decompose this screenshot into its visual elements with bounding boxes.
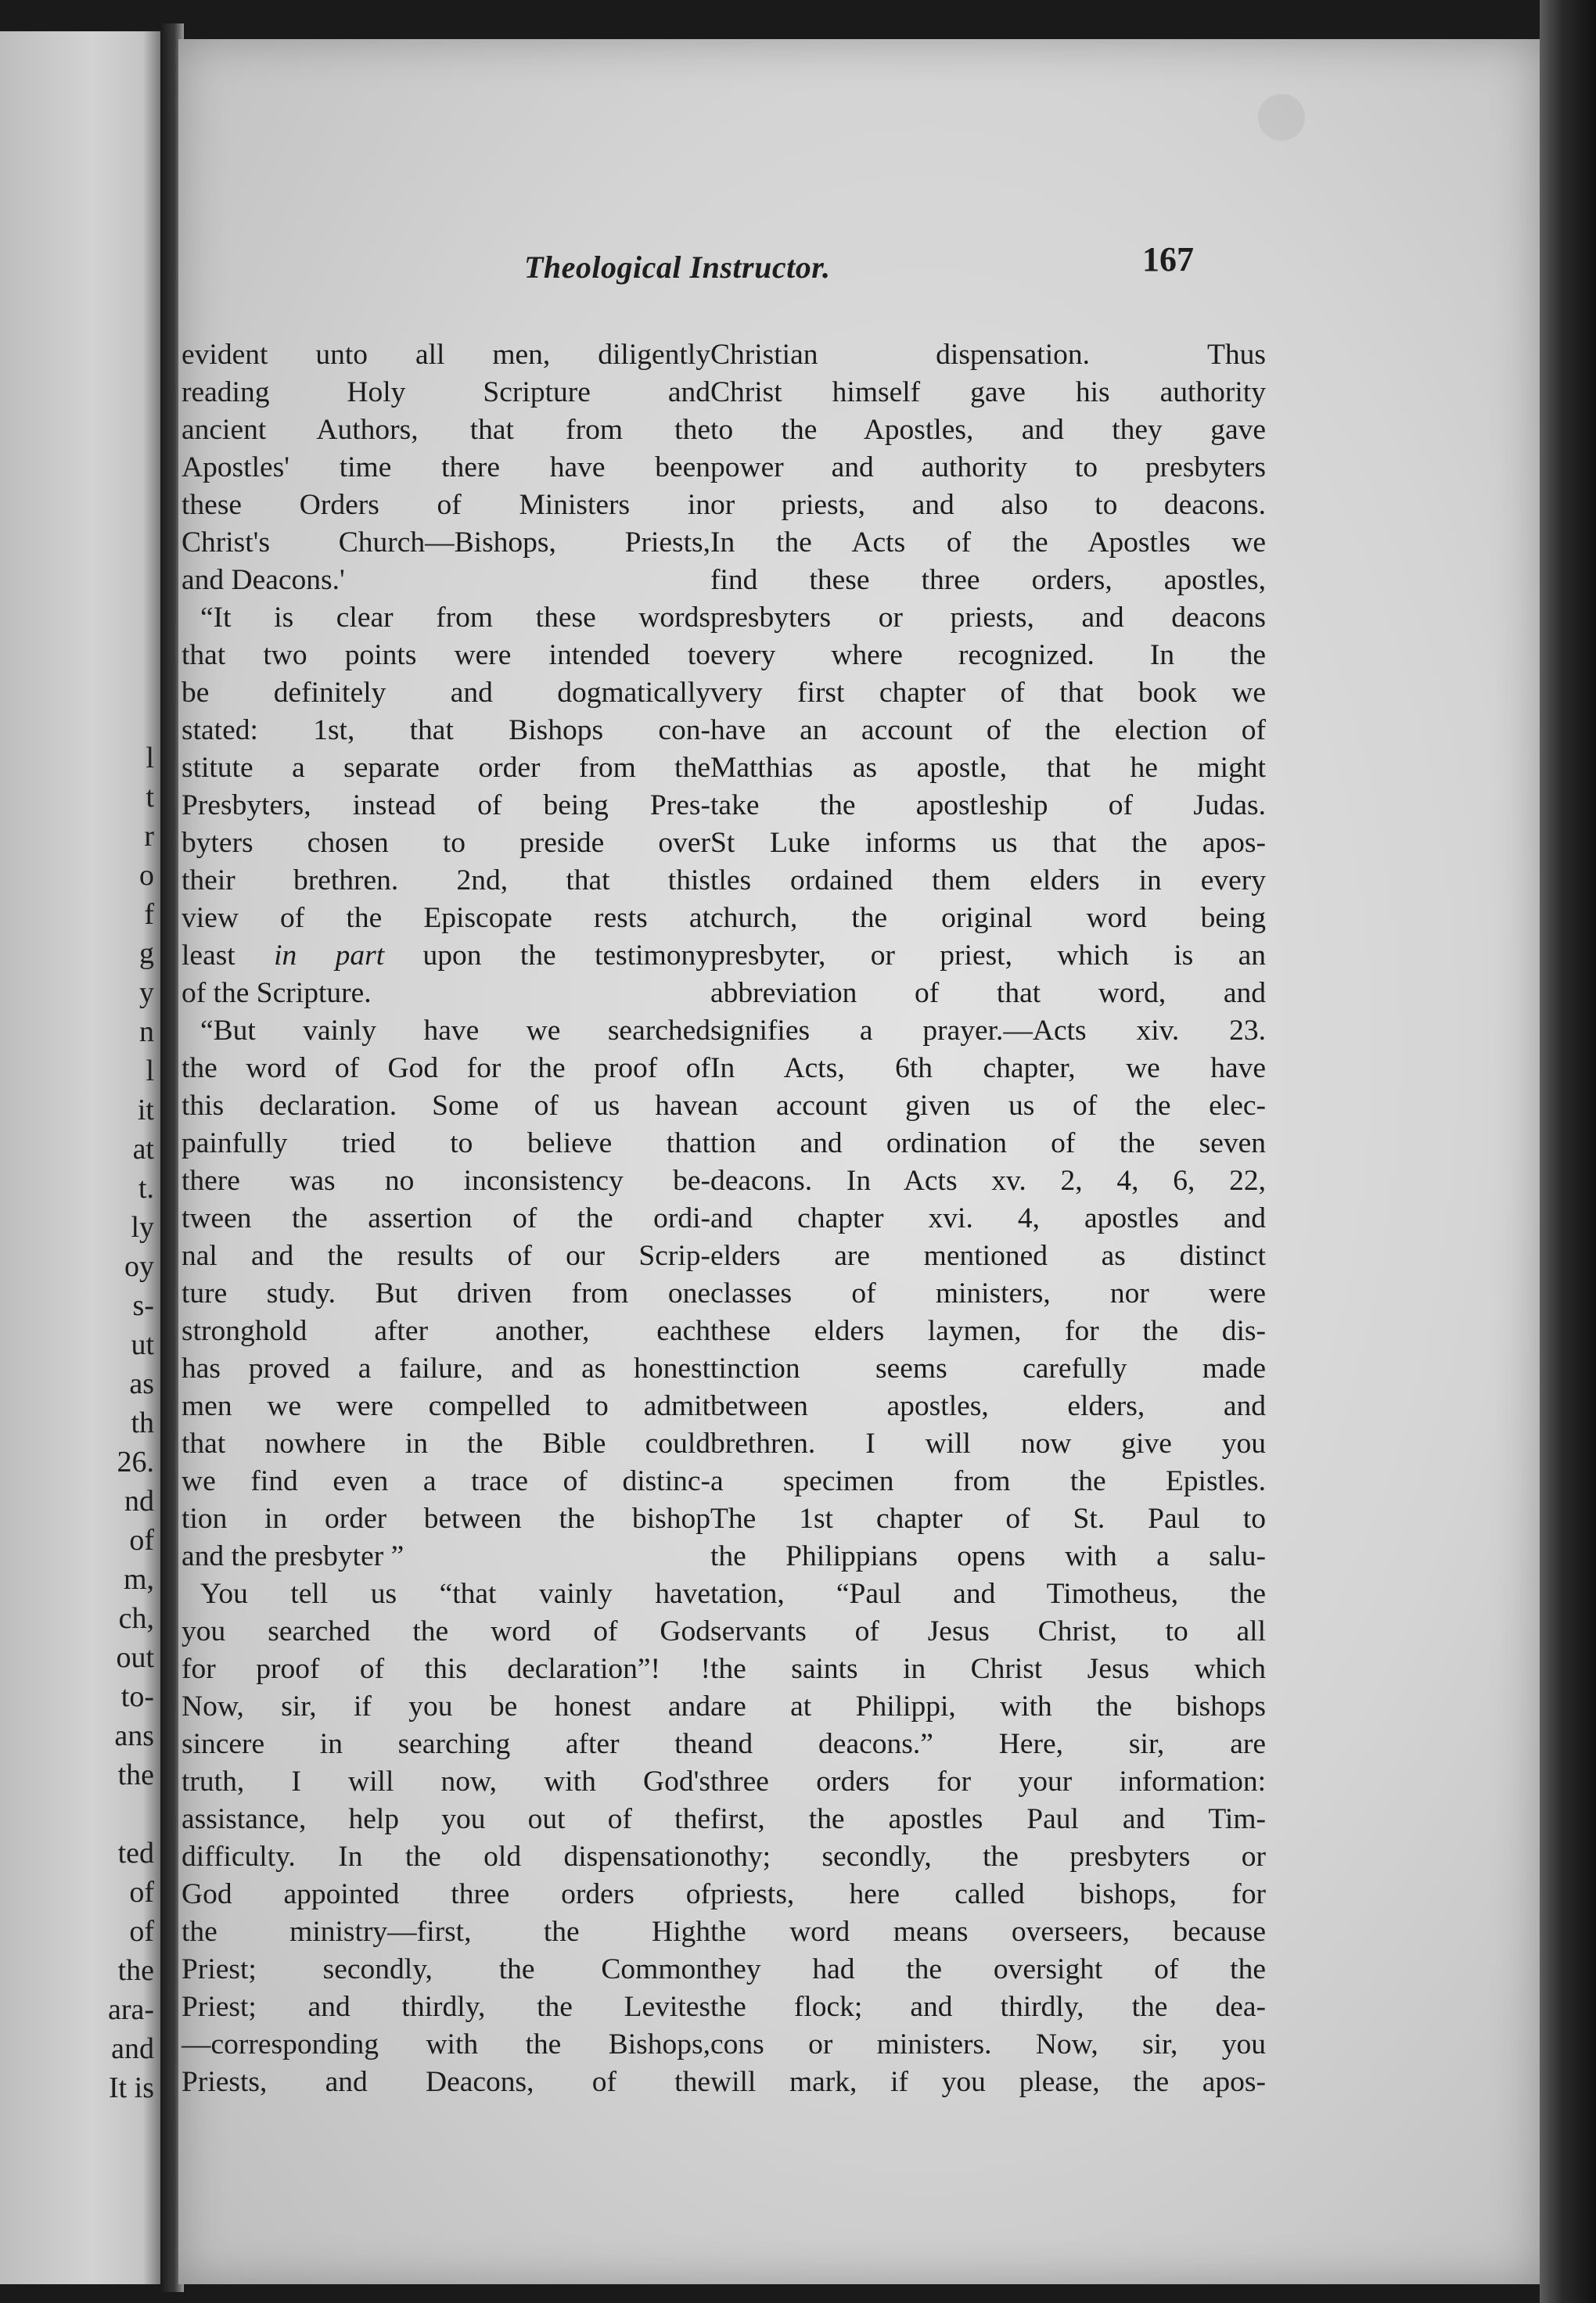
text-line: an account given us of the elec- xyxy=(710,1090,1266,1122)
text-line: cons or ministers. Now, sir, you xyxy=(710,2028,1266,2060)
facing-page-fragment: r xyxy=(144,820,154,853)
text-line: In Acts, 6th chapter, we have xyxy=(710,1052,1266,1084)
text-line: Priest; and thirdly, the Levites xyxy=(182,1991,710,2023)
text-line: be definitely and dogmatically xyxy=(182,677,710,709)
text-line: of the Scripture. xyxy=(182,977,372,1009)
facing-page-fragment: f xyxy=(144,898,154,931)
text-line: truth, I will now, with God's xyxy=(182,1766,710,1798)
text-line: signifies a prayer.—Acts xiv. 23. xyxy=(710,1015,1266,1047)
text-line: a specimen from the Epistles. xyxy=(710,1465,1266,1497)
text-line: God appointed three orders of xyxy=(182,1878,710,1910)
text-line: classes of ministers, nor were xyxy=(710,1277,1266,1310)
text-line: In the Acts of the Apostles we xyxy=(710,526,1266,559)
text-line: Christ's Church—Bishops, Priests, xyxy=(182,526,710,559)
text-line: reading Holy Scripture and xyxy=(182,376,710,408)
text-line: Priest; secondly, the Common xyxy=(182,1953,710,1985)
facing-page-fragment: ans xyxy=(114,1719,154,1752)
facing-page-fragment: out xyxy=(116,1641,154,1674)
facing-page-fragment: and xyxy=(111,2032,154,2065)
facing-page-fragment: it xyxy=(137,1094,154,1126)
text-line: and chapter xvi. 4, apostles and xyxy=(710,1202,1266,1234)
text-line: priests, here called bishops, for xyxy=(710,1878,1266,1910)
text-line: and the presbyter ” xyxy=(182,1540,404,1572)
facing-page-fragment: 26. xyxy=(117,1446,154,1478)
text-line: three orders for your information: xyxy=(710,1766,1266,1798)
text-line: abbreviation of that word, and xyxy=(710,977,1266,1009)
text-line: their brethren. 2nd, that this xyxy=(182,864,710,896)
text-line: every where recognized. In the xyxy=(710,639,1266,671)
text-line: You tell us “that vainly have xyxy=(200,1578,710,1610)
text-line: deacons. In Acts xv. 2, 4, 6, 22, xyxy=(710,1165,1266,1197)
text-line: the ministry—first, the High xyxy=(182,1916,710,1948)
facing-page-fragment: m, xyxy=(123,1563,154,1596)
text-line: view of the Episcopate rests at xyxy=(182,902,710,934)
text-line: evident unto all men, diligently xyxy=(182,339,710,371)
text-line: and Deacons.' xyxy=(182,564,345,596)
right-text-column xyxy=(710,336,1266,2101)
facing-page-fragment: s- xyxy=(132,1289,154,1322)
facing-page-fragment: n xyxy=(139,1015,154,1048)
facing-page-fragment: th xyxy=(131,1407,154,1439)
text-line: will mark, if you please, the apos- xyxy=(710,2066,1266,2098)
page-number: 167 xyxy=(1142,240,1194,278)
text-line: Christ himself gave his authority xyxy=(710,376,1266,408)
facing-page-fragment: of xyxy=(129,1915,154,1948)
text-line: the word means overseers, because xyxy=(710,1916,1266,1948)
text-line: painfully tried to believe that xyxy=(182,1127,710,1159)
text-line: are at Philippi, with the bishops xyxy=(710,1690,1266,1723)
facing-page-fragment: as xyxy=(129,1367,154,1400)
facing-page-fragment: of xyxy=(129,1524,154,1557)
text-line: the flock; and thirdly, the dea- xyxy=(710,1991,1266,2023)
text-line: take the apostleship of Judas. xyxy=(710,789,1266,821)
facing-page-fragment: o xyxy=(139,859,154,892)
text-line: nal and the results of our Scrip- xyxy=(182,1240,710,1272)
facing-page-fragment: of xyxy=(129,1876,154,1909)
text-line: elders are mentioned as distinct xyxy=(710,1240,1266,1272)
text-line: to the Apostles, and they gave xyxy=(710,414,1266,446)
facing-page-fragment: g xyxy=(139,937,154,970)
text-line: find these three orders, apostles, xyxy=(710,564,1266,596)
text-line: tion and ordination of the seven xyxy=(710,1127,1266,1159)
text-line: Presbyters, instead of being Pres- xyxy=(182,789,710,821)
text-line: these Orders of Ministers in xyxy=(182,489,710,521)
page-edge-shadow xyxy=(1540,0,1596,2303)
facing-page-fragment: y xyxy=(139,976,154,1009)
text-line: The 1st chapter of St. Paul to xyxy=(710,1503,1266,1535)
text-line: power and authority to presbyters xyxy=(710,451,1266,483)
facing-page-fragment: ted xyxy=(117,1837,154,1870)
text-line: and deacons.” Here, sir, are xyxy=(710,1728,1266,1760)
text-line: stronghold after another, each xyxy=(182,1315,710,1347)
text-line: ancient Authors, that from the xyxy=(182,414,710,446)
text-line: the word of God for the proof of xyxy=(182,1052,710,1084)
text-line: men we were compelled to admit xyxy=(182,1390,710,1422)
text-line: Christian dispensation. Thus xyxy=(710,339,1266,371)
facing-page-fragment: ly xyxy=(131,1211,154,1244)
text-line: this declaration. Some of us have xyxy=(182,1090,710,1122)
text-line: the Philippians opens with a salu- xyxy=(710,1540,1266,1572)
text-line: Apostles' time there have been xyxy=(182,451,710,483)
running-header-title: Theological Instructor. xyxy=(524,250,831,285)
facing-page-fragment: nd xyxy=(124,1485,154,1518)
text-line: Matthias as apostle, that he might xyxy=(710,752,1266,784)
text-line: the saints in Christ Jesus which xyxy=(710,1653,1266,1685)
text-line: tles ordained them elders in every xyxy=(710,864,1266,896)
text-line: first, the apostles Paul and Tim- xyxy=(710,1803,1266,1835)
text-line: tation, “Paul and Timotheus, the xyxy=(710,1578,1266,1610)
text-line: Now, sir, if you be honest and xyxy=(182,1690,710,1723)
text-line: tinction seems carefully made xyxy=(710,1353,1266,1385)
left-text-column xyxy=(182,336,710,2101)
text-line: servants of Jesus Christ, to all xyxy=(710,1615,1266,1647)
text-line: we find even a trace of distinc- xyxy=(182,1465,710,1497)
facing-page-fragment: l xyxy=(146,1054,154,1087)
text-line: stated: 1st, that Bishops con- xyxy=(182,714,710,746)
facing-page xyxy=(0,31,168,2284)
text-line: brethren. I will now give you xyxy=(710,1428,1266,1460)
text-line: byters chosen to preside over xyxy=(182,827,710,859)
facing-page-fragment: ch, xyxy=(118,1602,154,1635)
facing-page-fragment: oy xyxy=(124,1250,154,1283)
text-line: sincere in searching after the xyxy=(182,1728,710,1760)
facing-page-fragment: l xyxy=(146,742,154,774)
text-line: difficulty. In the old dispensation xyxy=(182,1841,710,1873)
text-line: for proof of this declaration”! ! xyxy=(182,1653,710,1685)
text-line: ture study. But driven from one xyxy=(182,1277,710,1310)
text-line: that nowhere in the Bible could xyxy=(182,1428,710,1460)
facing-page-text-fragments xyxy=(60,31,154,2284)
text-line: presbyters or priests, and deacons xyxy=(710,602,1266,634)
text-line: St Luke informs us that the apos- xyxy=(710,827,1266,859)
text-line: Priests, and Deacons, of the xyxy=(182,2066,710,2098)
text-line: assistance, help you out of the xyxy=(182,1803,710,1835)
text-line: have an account of the election of xyxy=(710,714,1266,746)
text-line: —corresponding with the Bishops, xyxy=(182,2028,710,2060)
text-line: presbyter, or priest, which is an xyxy=(710,940,1266,972)
text-line: “It is clear from these words xyxy=(200,602,710,634)
facing-page-fragment: to- xyxy=(120,1680,154,1713)
text-line: church, the original word being xyxy=(710,902,1266,934)
text-line: least in part upon the testimony xyxy=(182,940,710,972)
facing-page-fragment: the xyxy=(117,1759,154,1791)
facing-page-fragment: t xyxy=(146,781,154,814)
facing-page-fragment: the xyxy=(117,1954,154,1987)
text-line: “But vainly have we searched xyxy=(200,1015,710,1047)
text-line: between apostles, elders, and xyxy=(710,1390,1266,1422)
text-line: that two points were intended to xyxy=(182,639,710,671)
facing-page-fragment: ut xyxy=(131,1328,154,1361)
text-line: they had the oversight of the xyxy=(710,1953,1266,1985)
text-line: or priests, and also to deacons. xyxy=(710,489,1266,521)
page-stain xyxy=(1258,94,1305,141)
text-line: stitute a separate order from the xyxy=(182,752,710,784)
facing-page-fragment: It is xyxy=(108,2071,154,2104)
facing-page-fragment: t. xyxy=(138,1172,154,1205)
text-line: tween the assertion of the ordi- xyxy=(182,1202,710,1234)
text-line: has proved a failure, and as honest xyxy=(182,1353,710,1385)
text-line: othy; secondly, the presbyters or xyxy=(710,1841,1266,1873)
facing-page-fragment: ara- xyxy=(107,1993,154,2026)
text-line: tion in order between the bishop xyxy=(182,1503,710,1535)
text-line: you searched the word of God xyxy=(182,1615,710,1647)
text-line: there was no inconsistency be- xyxy=(182,1165,710,1197)
text-line: these elders laymen, for the dis- xyxy=(710,1315,1266,1347)
text-line: very first chapter of that book we xyxy=(710,677,1266,709)
facing-page-fragment: at xyxy=(132,1133,154,1166)
